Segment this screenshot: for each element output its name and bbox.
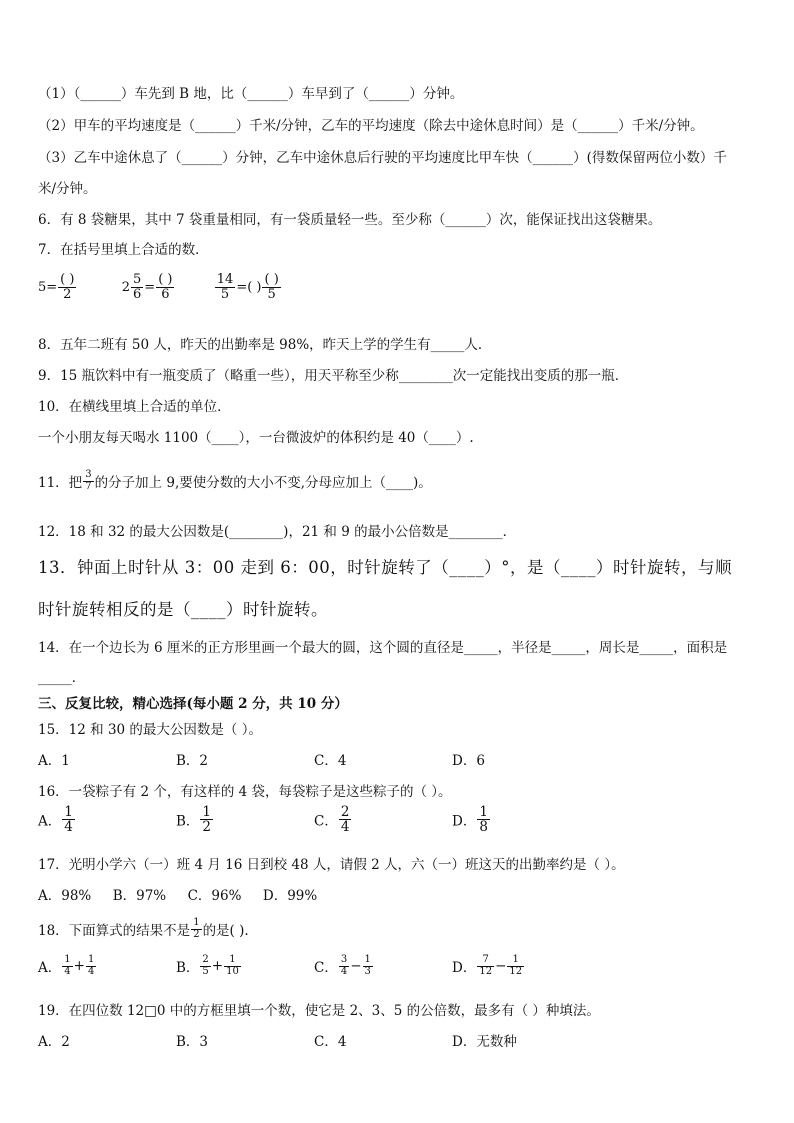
question-14: 14．在一个边长为 6 厘米的正方形里画一个最大的圆，这个圆的直径是_____，半径是_____，周长是_____，面积是 xyxy=(38,640,728,656)
question-17: 17．光明小学六（一）班 4 月 16 日到校 48 人，请假 2 人，六（一）班这天的出勤率约是（ ）。 xyxy=(38,857,625,873)
question-10: 10．在横线里填上合适的单位． xyxy=(38,399,231,415)
q19-option-c: C．4 xyxy=(314,1034,347,1050)
q16-option-d: D． $\frac{1}{8}$ xyxy=(452,804,488,836)
q16-option-c: C． $\frac{2}{4}$ xyxy=(314,804,350,836)
question-13: 13．钟面上时针从 3：00 走到 6：00，时针旋转了（____）°，是（____）时针旋转，与顺 xyxy=(38,558,732,577)
question-18: 18．下面算式的结果不是 $\frac{1}{2}$ 的是( ). xyxy=(38,917,249,940)
q15-option-a: A．1 xyxy=(38,753,70,769)
q10-line-2: 一个小朋友每天喝水 1100（____），一台微波炉的体积约是 40（____）. xyxy=(38,430,474,446)
question-19: 19．在四位数 12□0 中的方框里填一个数，使它是 2、3、5 的公倍数，最多有（ ）种填法。 xyxy=(38,1003,600,1019)
question-16: 16．一袋粽子有 2 个，有这样的 4 袋，每袋粽子是这些粽子的（ ）。 xyxy=(38,784,452,800)
q15-option-b: B．2 xyxy=(176,753,209,769)
question-12: 12．18 和 32 的最大公因数是(________)，21 和 9 的最小公倍数是________． xyxy=(38,524,517,540)
q17-options: A．98% B．97% C．96% D．99% xyxy=(38,888,318,904)
q18-option-a: A． $\frac{1}{4}$ + $\frac{1}{4}$ xyxy=(38,954,95,977)
question-6: 6．有 8 袋糖果，其中 7 袋重量相同，有一袋质量轻一些。至少称（______）次，能保证找出这袋糖果。 xyxy=(38,212,662,228)
q19-option-a: A．2 xyxy=(38,1034,70,1050)
q5-line-3: （3）乙车中途休息了（______）分钟，乙车中途休息后行驶的平均速度比甲车快（______）(得数保留两位小数）千 xyxy=(38,150,727,166)
question-15: 15．12 和 30 的最大公因数是（ ）。 xyxy=(38,722,262,738)
q15-option-d: D．6 xyxy=(452,753,485,769)
q7-expr-2: 2 $\frac{5}{6}$ = $\frac{( )}{6}$ xyxy=(121,272,173,302)
q7-expr-1: 5= $\frac{( )}{2}$ xyxy=(38,272,75,302)
question-8: 8．五年二班有 50 人，昨天的出勤率是 98%，昨天上学的学生有_____人． xyxy=(38,337,492,353)
q5-line-1: （1）（______）车先到 B 地，比（______）车早到了（______）分钟。 xyxy=(38,86,464,102)
question-11: 11．把 $\frac{3}{7}$ 的分子加上 9,要使分数的大小不变,分母应加上（____)。 xyxy=(38,469,432,492)
q18-option-b: B． $\frac{2}{5}$ + $\frac{1}{10}$ xyxy=(176,954,239,977)
q15-option-c: C．4 xyxy=(314,753,347,769)
q5-line-2: （2）甲车的平均速度是（______）千米/分钟，乙车的平均速度（除去中途休息时间）是（______）千米/分钟。 xyxy=(38,118,704,134)
q7-expr-3: $\frac{14}{5}$ =( ) $\frac{( )}{5}$ xyxy=(216,272,279,302)
question-9: 9．15 瓶饮料中有一瓶变质了（略重一些），用天平称至少称________次一定能找出变质的那一瓶． xyxy=(38,368,629,384)
q5-line-3-cont: 米/分钟。 xyxy=(38,181,97,197)
q18-option-c: C． $\frac{3}{4}$ − $\frac{1}{3}$ xyxy=(314,954,371,977)
q16-option-a: A． $\frac{1}{4}$ xyxy=(38,804,73,836)
q19-option-d: D．无数种 xyxy=(452,1034,517,1050)
q7-expressions xyxy=(38,273,282,301)
q13-line-2: 时针旋转相反的是（____）时针旋转。 xyxy=(38,600,328,619)
q14-line-2: _____． xyxy=(38,670,86,686)
q19-option-b: B．3 xyxy=(176,1034,209,1050)
q18-option-d: D． $\frac{7}{12}$ − $\frac{1}{12}$ xyxy=(452,954,523,977)
section-3-heading: 三、反复比较，精心选择(每小题 2 分，共 10 分） xyxy=(38,696,348,712)
q16-option-b: B． $\frac{1}{2}$ xyxy=(176,804,212,836)
question-7: 7．在括号里填上合适的数． xyxy=(38,242,209,258)
